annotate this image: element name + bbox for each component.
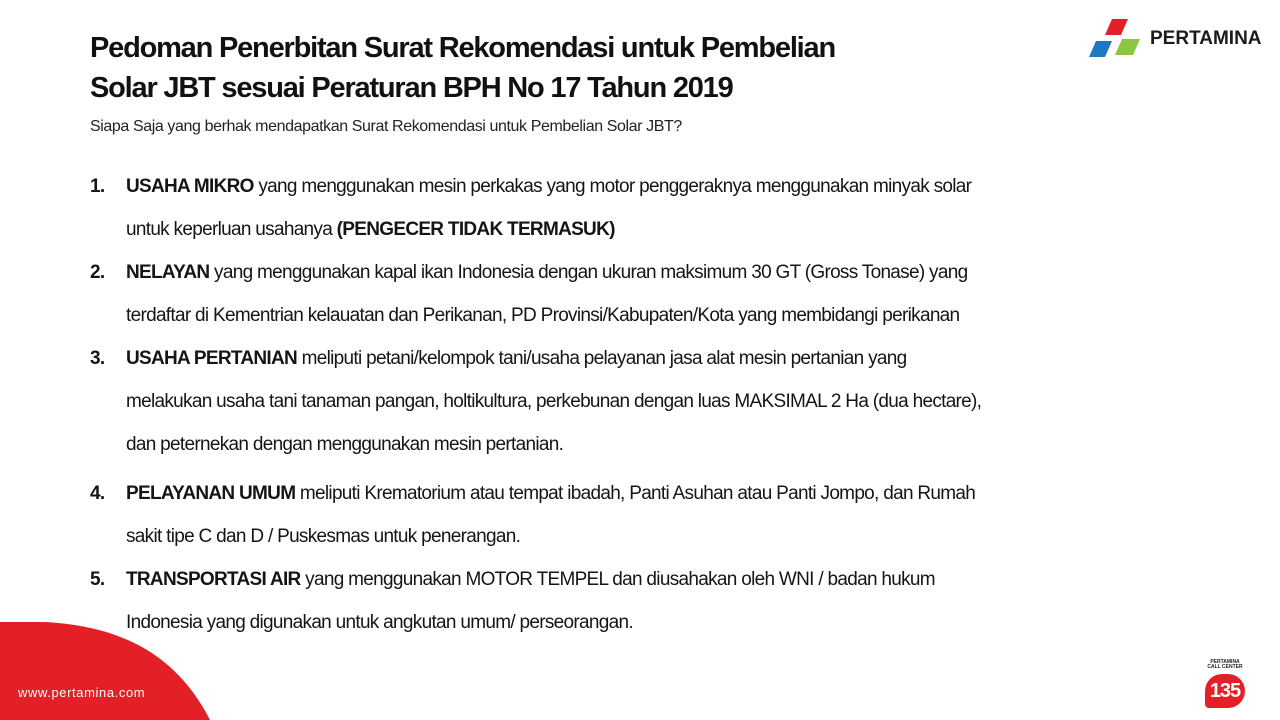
item-text: meliputi Krematorium atau tempat ibadah, Panti Asuhan atau Panti Jompo, dan Rumah (295, 483, 976, 504)
item-text: yang menggunakan mesin perkakas yang motor penggeraknya menggunakan minyak solar (253, 176, 972, 197)
page-title (90, 28, 990, 108)
call-center-number: 135 (1209, 680, 1241, 702)
call-center-badge (1202, 660, 1248, 710)
item-text: terdaftar di Kementrian kelauatan dan Perikanan, PD Provinsi/Kabupaten/Kota yang membidangi perikanan (126, 305, 960, 326)
item-heading: TRANSPORTASI AIR (126, 569, 301, 590)
call-center-bubble-icon (1205, 674, 1245, 708)
item-text: Indonesia yang digunakan untuk angkutan umum/ perseorangan. (126, 612, 633, 633)
item-heading: USAHA PERTANIAN (126, 348, 298, 369)
item-text: meliputi petani/kelompok tani/usaha pelayanan jasa alat mesin pertanian yang (297, 348, 907, 369)
item-text: melakukan usaha tani tanaman pangan, holtikultura, perkebunan dengan luas MAKSIMAL 2 Ha (dua hectare), (126, 391, 982, 412)
footer-red-shape (0, 622, 210, 720)
title-line-1: Pedoman Penerbitan Surat Rekomendasi untuk Pembelian (90, 32, 835, 64)
page-subtitle: Siapa Saja yang berhak mendapatkan Surat Rekomendasi untuk Pembelian Solar JBT? (90, 118, 682, 135)
item-text: yang menggunakan MOTOR TEMPEL dan diusahakan oleh WNI / badan hukum (300, 569, 935, 590)
list-item (90, 558, 1190, 644)
list-item (90, 165, 1190, 251)
website-link[interactable]: www.pertamina.com (18, 685, 146, 700)
footer-banner (0, 622, 210, 720)
title-line-2: Solar JBT sesuai Peraturan BPH No 17 Tahun 2019 (90, 72, 733, 104)
item-heading: NELAYAN (126, 262, 210, 283)
item-heading: PELAYANAN UMUM (126, 483, 296, 504)
item-text: dan peternekan dengan menggunakan mesin pertanian. (126, 434, 564, 455)
logo-text: PERTAMINA (1150, 28, 1262, 49)
item-number: 3. (90, 348, 105, 369)
item-text: yang menggunakan kapal ikan Indonesia dengan ukuran maksimum 30 GT (Gross Tonase) yang (209, 262, 968, 283)
item-number: 2. (90, 262, 105, 283)
item-number: 1. (90, 176, 105, 197)
item-text: sakit tipe C dan D / Puskesmas untuk penerangan. (126, 526, 521, 547)
eligibility-list (90, 165, 1190, 644)
list-item (90, 472, 1190, 558)
item-number: 4. (90, 483, 105, 504)
list-item (90, 251, 1190, 337)
item-emphasis: (PENGECER TIDAK TERMASUK) (336, 219, 615, 240)
call-center-label (1202, 660, 1248, 670)
item-heading: USAHA MIKRO (126, 176, 254, 197)
item-number: 5. (90, 569, 105, 590)
list-item (90, 337, 1190, 466)
pertamina-logo (1088, 14, 1262, 64)
call-center-label-line-2: CALL CENTER (1207, 664, 1243, 670)
call-center-label-line-1: PERTAMINA (1210, 659, 1240, 665)
pertamina-logo-icon (1088, 17, 1142, 61)
item-text: untuk keperluan usahanya (126, 219, 337, 240)
